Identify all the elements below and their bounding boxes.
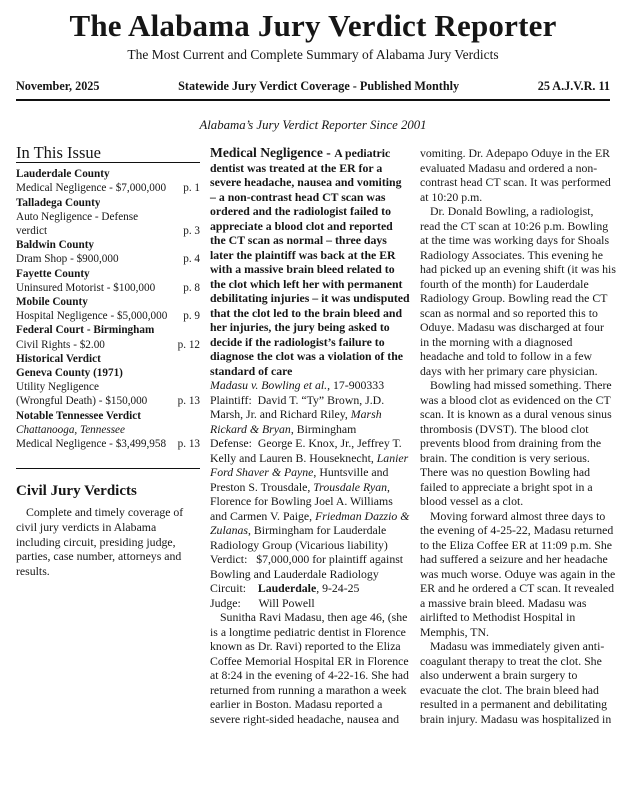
issue-entry — [16, 295, 200, 309]
issue-entry-label: Historical Verdict — [16, 352, 101, 365]
issue-entry — [16, 210, 200, 224]
issue-entry-page: p. 4 — [183, 253, 200, 266]
text-segment: , Florence for Bowling Joel A. Williams and Carmen V. Paige, — [210, 479, 393, 523]
article-column-1 — [210, 146, 410, 726]
issue-entry — [16, 338, 200, 352]
issue-entry — [16, 352, 200, 366]
issue-entry-page — [196, 295, 200, 309]
issue-entry — [16, 267, 200, 281]
issue-entry — [16, 252, 200, 266]
article-column-2 — [420, 146, 616, 726]
issue-entry-label: Medical Negligence - $3,499,958 — [16, 438, 167, 451]
article-paragraph: Madasu was immediately given anti-coagulant therapy to treat the clot. She also underwent a brain surgery to evacuate the clot. The brain bleed had resulted in a permanent and debilitating brain injury. Madasu was hospitalized in — [420, 639, 612, 726]
judge-line: Judge: Will Powell — [210, 595, 315, 610]
issue-entry-page — [196, 366, 200, 380]
tagline: Alabama’s Jury Verdict Reporter Since 2001 — [199, 118, 427, 132]
article-paragraph: Sunitha Ravi Madasu, then age 46, (she is a longtime pediatric dentist in Florence known as Dr. Ravi) reported to the Eliza Coffee Memorial Hospital ER in Florence at 8:24 in the evening of 4-22-16. She had returned from running a marathon a week earlier in Boston. Madasu reported a severe right-sided headache, nausea and — [210, 610, 409, 726]
issue-entry-label: Fayette County — [16, 267, 90, 280]
issue-entry-label: Baldwin County — [16, 239, 95, 252]
issue-entry-label: Medical Negligence - $7,000,000 — [16, 182, 167, 195]
issue-entry-label: verdict — [16, 225, 48, 238]
content-columns — [16, 143, 616, 726]
issue-entry-label: Chattanooga, Tennessee — [16, 423, 125, 436]
text-segment: Trousdale Ryan — [313, 479, 387, 494]
issue-entry-label: Dram Shop - $900,000 — [16, 253, 119, 266]
text-segment: Circuit: — [210, 581, 258, 595]
issue-entry-label: Auto Negligence - Defense — [16, 210, 139, 223]
section-divider — [16, 468, 200, 469]
issue-entry-page: p. 3 — [183, 225, 200, 238]
case-citation — [210, 378, 410, 393]
verdict-line: Verdict: $7,000,000 for plaintiff against Bowling and Lauderdale Radiology — [210, 552, 404, 581]
issue-date: November, 2025 — [16, 79, 100, 93]
issue-entry-page: p. 1 — [183, 182, 200, 195]
issue-entry-label: Mobile County — [16, 296, 88, 309]
volume-citation: 25 A.J.V.R. 11 — [537, 79, 610, 93]
issue-entry — [16, 423, 200, 437]
defense-counsel — [210, 436, 410, 552]
text-segment: , Birmingham — [290, 421, 357, 436]
issue-entry — [16, 167, 200, 181]
issue-entry — [16, 224, 200, 238]
article-paragraph: Bowling had missed something. There was a blood clot as evidenced on the CT scan. It is known as a dural venous sinus thrombosis (DVST). The blood clot prevents blood from draining from the brain. The condition is very serious. There was no question Bowling had failed to appreciate a bright spot in a blood vessel as a clot. — [420, 378, 612, 508]
issue-entry-page: p. 13 — [177, 395, 200, 408]
issue-entry-page — [196, 409, 200, 423]
issue-entry — [16, 196, 200, 210]
issue-entry-page — [196, 167, 200, 181]
issue-entry-page — [196, 210, 200, 224]
circuit-line — [210, 581, 410, 596]
issue-entry — [16, 437, 200, 451]
issue-entry-page — [196, 423, 200, 437]
article-paragraph: Moving forward almost three days to the evening of 4-25-22, Madasu returned to the Eliza Coffee ER at 11:09 p.m. She had suffered a seizure and her headache was much worse. Oduye was again in the ER and he ordered a CT scan. It revealed a massive brain bleed. Madasu was airlifted to Methodist Hospital in Memphis, TN. — [420, 508, 616, 639]
text-segment: , Huntsville and Preston S. Trousdale, — [210, 465, 389, 494]
issue-entry — [16, 380, 200, 394]
issue-entry — [16, 281, 200, 295]
issue-entry-label: Utility Negligence — [16, 381, 99, 394]
issue-entry-label: Lauderdale County — [16, 168, 110, 181]
masthead-subtitle: The Most Current and Complete Summary of Alabama Jury Verdicts — [127, 47, 499, 62]
issue-entry-page: p. 13 — [177, 438, 200, 451]
issue-entry-label: Hospital Negligence - $5,000,000 — [16, 310, 168, 323]
text-segment: , 17-900333 — [327, 378, 385, 392]
text-segment: Plaintiff: David T. “Ty” Brown, J.D. Marsh, Jr. and Richard Riley, — [210, 392, 385, 421]
issue-entry-label: Federal Court - Birmingham — [16, 324, 155, 337]
issue-entry-page — [196, 380, 200, 394]
text-segment: Defense: George E. Knox, Jr., Jeffrey T. Kelly and Lauren B. Houseknecht, — [210, 436, 402, 465]
issue-entry-page: p. 9 — [183, 310, 200, 323]
article-paragraph: vomiting. Dr. Adepapo Oduye in the ER evaluated Madasu and ordered a non-contrast head CT scan. It was performed at 10:20 p.m. — [420, 146, 611, 204]
civil-jury-verdicts-heading: Civil Jury Verdicts — [16, 483, 137, 500]
sidebar-column — [16, 143, 200, 578]
article-lead — [210, 146, 410, 378]
issue-entry-page — [196, 238, 200, 252]
article-lead-body: A pediatric dentist was treated at the ER for a severe headache, nausea and vomiting – a non-contrast head CT scan was ordered and the radiologist failed to appreciate a blood clot and reported the CT scan as normal – three days later the plaintiff was back at the ER with a massive brain bleed related to the clot which left her with permanent debilitating injuries – it was undisputed that the clot led to the brain bleed and her injuries, the jury being asked to decide if the radiologist’s failure to diagnose the clot was a violation of the standard of care — [210, 146, 410, 378]
issue-entry-label: Geneva County (1971) — [16, 367, 123, 380]
page-title: The Alabama Jury Verdict Reporter — [69, 8, 557, 43]
article-headline: Medical Negligence - — [210, 145, 335, 160]
issue-entry-page — [196, 352, 200, 366]
issue-entry-page — [196, 267, 200, 281]
dateline — [16, 79, 610, 101]
text-segment: Lanier Ford Shaver & Payne — [210, 450, 409, 479]
coverage-statement: Statewide Jury Verdict Coverage - Published Monthly — [178, 79, 460, 93]
issue-entry — [16, 323, 200, 337]
issue-entry-page: p. 8 — [183, 281, 200, 294]
issue-entry-label: Civil Rights - $2.00 — [16, 338, 105, 351]
issue-entry-label: Talladega County — [16, 196, 101, 209]
text-segment: Madasu v. Bowling et al. — [210, 378, 328, 392]
issue-entry-label: Uninsured Motorist - $100,000 — [16, 281, 156, 294]
text-segment: , Birmingham for Lauderdale Radiology Group (Vicarious liability) — [210, 523, 388, 552]
plaintiff-counsel — [210, 393, 410, 437]
text-segment: Marsh Rickard & Bryan — [210, 407, 382, 436]
issue-entry-label: Notable Tennessee Verdict — [16, 409, 141, 422]
issue-entry — [16, 309, 200, 323]
issue-entry — [16, 409, 200, 423]
issue-entry-page: p. 12 — [177, 338, 200, 351]
issue-entry — [16, 181, 200, 195]
issue-entry-label: (Wrongful Death) - $150,000 — [16, 395, 148, 408]
issue-list — [16, 167, 200, 451]
text-segment: Friedman Dazzio & Zulanas — [210, 508, 410, 537]
in-this-issue-heading: In This Issue — [16, 146, 200, 163]
issue-entry-page — [196, 196, 200, 210]
text-segment: Lauderdale — [257, 581, 317, 595]
masthead — [16, 8, 610, 133]
issue-entry — [16, 238, 200, 252]
text-segment: , 9-24-25 — [316, 581, 360, 595]
issue-entry — [16, 394, 200, 408]
issue-entry — [16, 366, 200, 380]
issue-entry-page — [196, 323, 200, 337]
article-paragraph: Dr. Donald Bowling, a radiologist, read the CT scan at 10:26 p.m. Bowling at the time was working days for Shoals Radiology Associates. This evening he had picked up an evening shift (it was his fourth of the month) for Lauderdale Radiology Group. Bowling read the CT scan as normal and so reported this to Oduye. Madasu was discharged at four in the morning with a diagnosed headache and told to follow in a few days with her primary care physician. — [420, 204, 616, 378]
civil-jury-verdicts-description: Complete and timely coverage of civil jury verdicts in Alabama including circuit, presiding judge, parties, case number, attorneys and results. — [16, 505, 184, 578]
